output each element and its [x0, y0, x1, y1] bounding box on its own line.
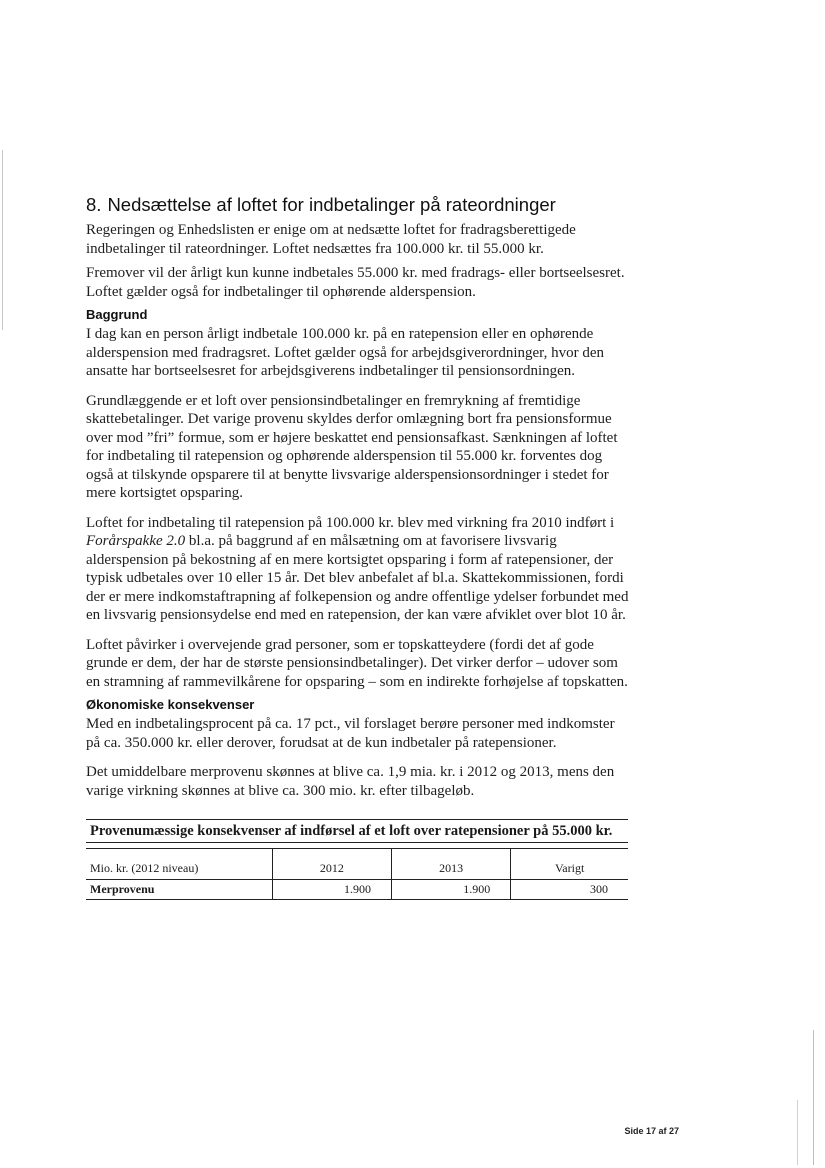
table-cell: 1.900: [392, 880, 511, 900]
konsekvenser-heading: Økonomiske konsekvenser: [86, 697, 255, 712]
table-header-cell: Varigt: [511, 849, 628, 880]
scan-artifact-right-2: [797, 1100, 798, 1165]
table-header-cell: 2012: [272, 849, 391, 880]
p3-before: Loftet for indbetaling til ratepension på 100.000 kr. blev med virkning fra 2010 indført i: [86, 514, 615, 531]
table-cell: 1.900: [272, 880, 391, 900]
baggrund-heading: Baggrund: [86, 307, 148, 322]
baggrund-paragraph-4: Loftet påvirker i overvejende grad personer, som er topskatteydere (fordi det af gode grunde er dem, der har de største pensionsindbetalinger). Det virker derfor – udover som en stramning af rammevilkårene for opsparing – som en indirekte forhøjelse af topskatten.: [86, 636, 628, 690]
page-number: Side 17 af 27: [624, 1126, 679, 1136]
p3-after: bl.a. på baggrund af en målsætning om at favorisere livsvarig alderspension på bekostning af en mere kortsigtet opsparing i form af ratepensioner, der typisk udbetales over 10 eller 15 år. Det blev anbefalet af bl.a. Skattekommissionen, fordi der er mere indkomstaftrapning af folkepension og andre offentlige ydelser forbundet med en livsvarig pensionsydelse end med en ratepension, der kan være afviklet over blot 10 år.: [86, 533, 629, 623]
intro-paragraph-1: Regeringen og Enhedslisten er enige om at nedsætte loftet for fradragsberettigede indbetalinger til rateordninger. Loftet nedsættes fra 100.000 kr. til 55.000 kr.: [86, 222, 576, 257]
table-row: [86, 880, 628, 900]
p3-italic-title: Forårspakke 2.0: [86, 533, 186, 549]
table-cell: Merprovenu: [86, 880, 272, 900]
konsekvenser-paragraph-1: Med en indbetalingsprocent på ca. 17 pct., vil forslaget berøre personer med indkomster på ca. 350.000 kr. eller derover, forudsat at de kun indbetaler på ratepensioner.: [86, 716, 615, 751]
table-header-row: [86, 849, 628, 880]
table-cell: 300: [511, 880, 628, 900]
baggrund-paragraph-1: I dag kan en person årligt indbetale 100.000 kr. på en ratepension eller en ophørende alderspension med fradragsret. Loftet gælder også for arbejdsgiverordninger, hvor den ansatte har bortseelsesret for arbejdsgiverens indbetalinger til pensionsordningen.: [86, 326, 604, 379]
baggrund-paragraph-2: Grundlæggende er et loft over pensionsindbetalinger en fremrykning af fremtidige skattebetalinger. Det varige provenu skyldes derfor omlægning bort fra pensionsformue over mod ”fri” formue, som er højere beskattet end pensionsafkast. Sænkningen af loftet for indbetaling til ratepension og ophørende alderspension til 55.000 kr. forventes dog også at tilskynde opsparere til at benytte livsvarige alderspensionsordninger i stedet for mere kortsigtet opsparing.: [86, 392, 618, 501]
section-content: [86, 194, 631, 811]
scan-artifact-right: [813, 1030, 814, 1165]
baggrund-paragraph-3: [86, 514, 631, 625]
intro-paragraph-2: Fremover vil der årligt kun kunne indbetales 55.000 kr. med fradrags- eller bortseelsesret. Loftet gælder også for indbetalinger til ophørende alderspension.: [86, 265, 625, 300]
section-title: Nedsættelse af loftet for indbetalinger på rateordninger: [107, 194, 556, 215]
table-header-cell: 2013: [392, 849, 511, 880]
provenu-table-block: [86, 819, 628, 900]
provenu-table: [86, 848, 628, 900]
table-header-cell: Mio. kr. (2012 niveau): [86, 849, 272, 880]
section-number: 8.: [86, 194, 102, 215]
provenu-table-title: Provenumæssige konsekvenser af indførsel af et loft over ratepensioner på 55.000 kr.: [86, 819, 628, 843]
konsekvenser-paragraph-2: Det umiddelbare merprovenu skønnes at blive ca. 1,9 mia. kr. i 2012 og 2013, mens den varige virkning skønnes at blive ca. 300 mio. kr. efter tilbageløb.: [86, 764, 615, 799]
section-heading: [86, 194, 631, 216]
scan-artifact-left: [2, 150, 3, 330]
